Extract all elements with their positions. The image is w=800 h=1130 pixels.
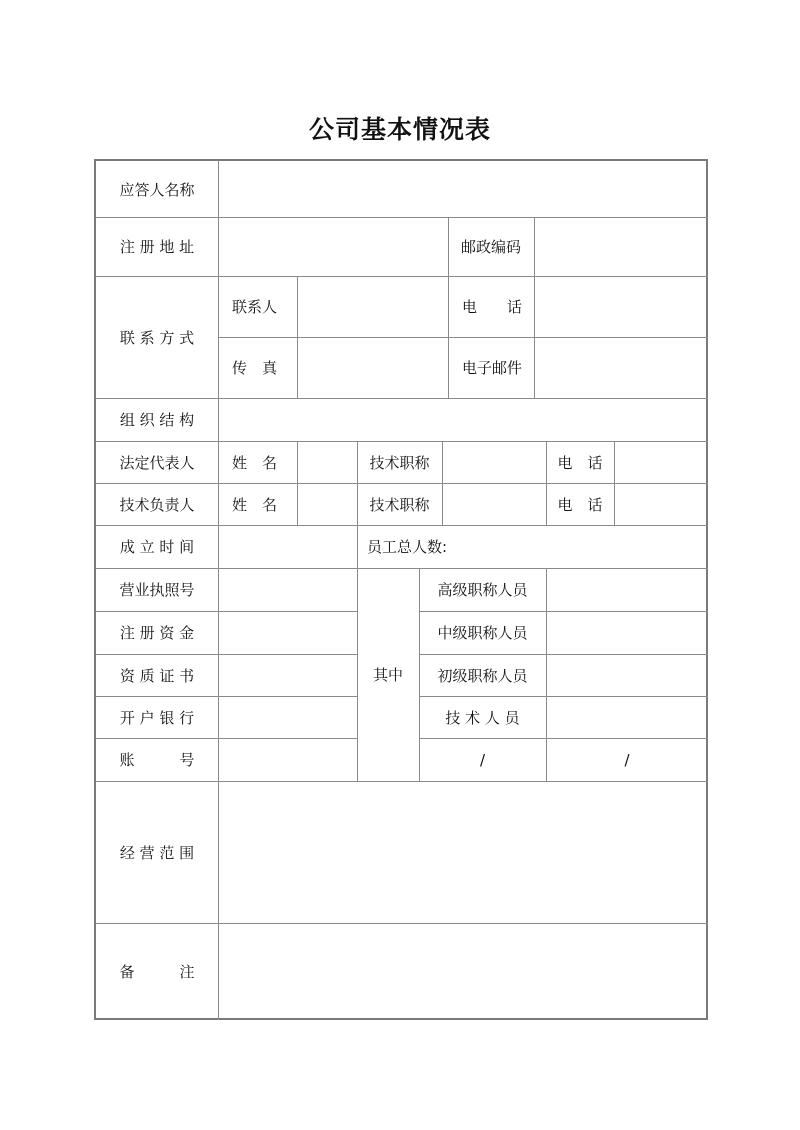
- tech-lead-title-field[interactable]: [443, 484, 546, 525]
- label-tech-lead: 技术负责人: [119, 495, 195, 514]
- label-tech-lead-title: 技术职称: [369, 495, 430, 514]
- postal-code-field[interactable]: [535, 218, 708, 276]
- slash-cell-right: /: [624, 750, 630, 769]
- label-qualification: 资 质 证 书: [119, 666, 195, 685]
- label-postal-code: 邮政编码: [460, 238, 521, 256]
- label-business-scope: 经 营 范 围: [119, 843, 195, 862]
- founded-field[interactable]: [219, 526, 357, 568]
- contact-person-field[interactable]: [298, 277, 448, 337]
- label-respondent-name: 应答人名称: [119, 180, 195, 199]
- account-field[interactable]: [219, 739, 357, 781]
- legal-rep-name-field[interactable]: [298, 442, 357, 483]
- label-legal-rep-title: 技术职称: [369, 453, 430, 472]
- bank-field[interactable]: [219, 697, 357, 738]
- label-contact-method: 联 系 方 式: [119, 328, 195, 347]
- junior-title-field[interactable]: [547, 655, 708, 696]
- qualification-field[interactable]: [219, 655, 357, 696]
- tech-lead-phone-field[interactable]: [615, 484, 708, 525]
- label-account: 账 号: [119, 751, 195, 769]
- business-scope-field[interactable]: [219, 782, 708, 923]
- label-total-staff[interactable]: 员工总人数:: [367, 538, 448, 556]
- label-registered-capital: 注 册 资 金: [119, 624, 195, 642]
- label-junior-title: 初级职称人员: [437, 666, 528, 685]
- label-technicians: 技 术 人 员: [445, 708, 520, 727]
- label-phone: 电 话: [462, 298, 523, 316]
- label-legal-rep-phone: 电 话: [557, 453, 603, 472]
- label-legal-rep-name: 姓 名: [232, 453, 278, 472]
- label-business-license: 营业执照号: [119, 581, 195, 599]
- label-registered-address: 注 册 地 址: [119, 238, 195, 256]
- label-remarks: 备 注: [119, 963, 195, 981]
- organization-field[interactable]: [219, 399, 708, 441]
- remarks-field[interactable]: [219, 924, 708, 1020]
- registered-capital-field[interactable]: [219, 612, 357, 654]
- senior-title-field[interactable]: [547, 569, 708, 611]
- tech-lead-name-field[interactable]: [298, 484, 357, 525]
- slash-cell-left: /: [479, 750, 486, 769]
- label-bank: 开 户 银 行: [119, 708, 195, 727]
- label-legal-rep: 法定代表人: [119, 453, 195, 472]
- fax-field[interactable]: [298, 338, 448, 398]
- label-senior-title: 高级职称人员: [437, 581, 528, 599]
- email-field[interactable]: [535, 338, 708, 398]
- registered-address-field[interactable]: [219, 218, 448, 276]
- form-table: [94, 159, 708, 1020]
- phone-field[interactable]: [535, 277, 708, 337]
- legal-rep-phone-field[interactable]: [615, 442, 708, 483]
- business-license-field[interactable]: [219, 569, 357, 611]
- label-mid-title: 中级职称人员: [437, 624, 528, 642]
- label-contact-person: 联系人: [232, 298, 278, 316]
- legal-rep-title-field[interactable]: [443, 442, 546, 483]
- label-founded: 成 立 时 间: [119, 538, 195, 556]
- label-fax: 传 真: [232, 359, 278, 377]
- label-email: 电子邮件: [462, 359, 523, 377]
- label-tech-lead-phone: 电 话: [557, 495, 603, 514]
- page-title: 公司基本情况表: [308, 115, 491, 144]
- technicians-field[interactable]: [547, 697, 708, 738]
- label-of-which: 其中: [372, 666, 403, 684]
- mid-title-field[interactable]: [547, 612, 708, 654]
- label-tech-lead-name: 姓 名: [232, 495, 278, 514]
- respondent-name-field[interactable]: [219, 161, 708, 217]
- label-organization: 组 织 结 构: [119, 411, 195, 429]
